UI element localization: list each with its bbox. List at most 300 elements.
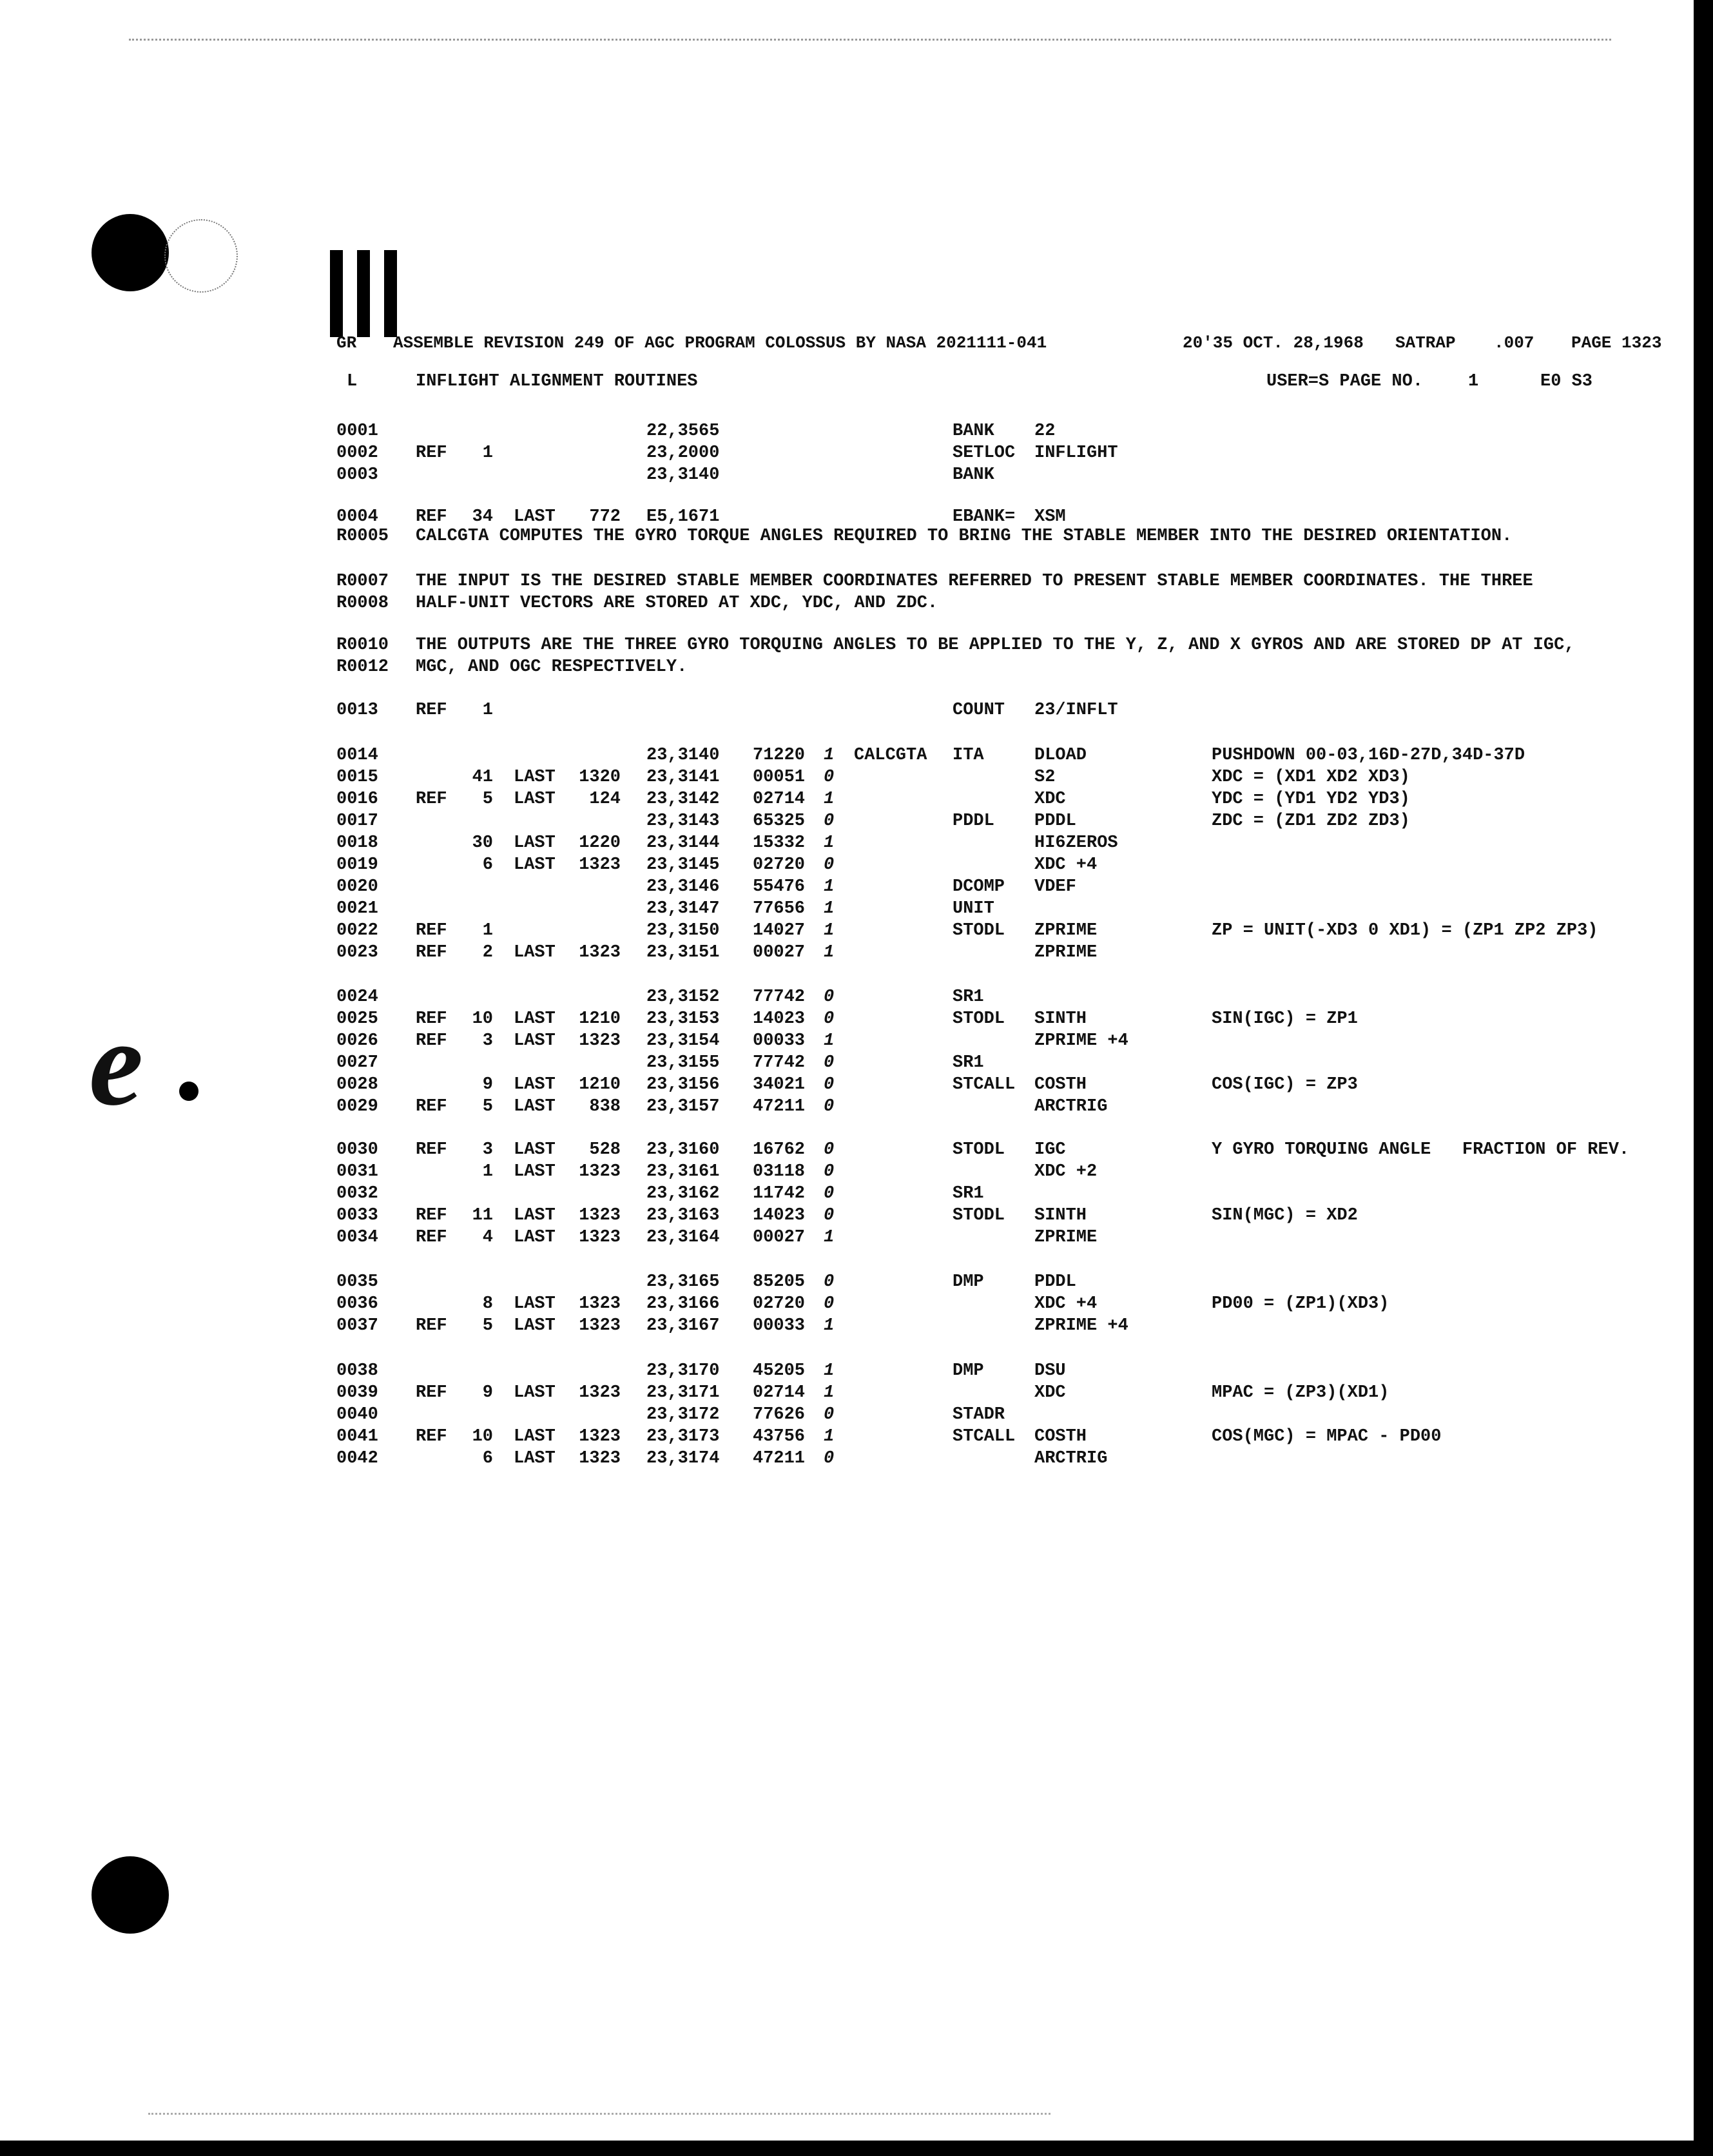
ref-marker: REF [416, 1097, 447, 1116]
octal-word: 02720 [753, 1294, 806, 1314]
operand: ZPRIME [1034, 921, 1098, 940]
ref-count: 11 [472, 1206, 493, 1225]
line-number: 0018 [336, 833, 378, 853]
line-number: 0041 [336, 1427, 378, 1446]
opcode: ITA [953, 746, 984, 765]
last-marker: LAST [514, 1316, 556, 1335]
line-number: 0040 [336, 1405, 378, 1424]
address: 23,3166 [646, 1294, 720, 1314]
ref-count: 34 [472, 507, 493, 527]
comment-seq: R0008 [336, 594, 389, 613]
address: 23,3154 [646, 1031, 720, 1051]
listing-row [0, 420, 1713, 442]
ref-marker: REF [416, 1031, 447, 1051]
operand: ZPRIME [1034, 1228, 1098, 1247]
parity-flag: 0 [824, 1272, 835, 1292]
ref-marker: REF [416, 1206, 447, 1225]
listing-row [0, 920, 1713, 942]
parity-flag: 0 [824, 855, 835, 875]
address: 23,3160 [646, 1140, 720, 1160]
listing-row [0, 1426, 1713, 1448]
ref-count: 3 [482, 1031, 493, 1051]
octal-word: 00051 [753, 768, 806, 787]
margin-mark-e: e [89, 996, 144, 1131]
last-line: 1320 [579, 768, 621, 787]
last-marker: LAST [514, 1162, 556, 1181]
line-number: 0036 [336, 1294, 378, 1314]
parity-flag: 1 [824, 790, 835, 809]
parity-flag: 1 [824, 833, 835, 853]
listing-row [0, 766, 1713, 788]
parity-flag: 1 [824, 1031, 835, 1051]
parity-flag: 0 [824, 1162, 835, 1181]
header-prefix: GR [336, 333, 357, 353]
line-comment: Y GYRO TORQUING ANGLE FRACTION OF REV. [1212, 1140, 1630, 1160]
address: 23,3157 [646, 1097, 720, 1116]
last-marker: LAST [514, 1294, 556, 1314]
line-number: 0034 [336, 1228, 378, 1247]
listing-row [0, 442, 1713, 464]
operand: S2 [1034, 768, 1056, 787]
line-number: 0028 [336, 1075, 378, 1094]
parity-flag: 0 [824, 987, 835, 1007]
operand: SINTH [1034, 1009, 1087, 1029]
listing-row [0, 1052, 1713, 1074]
address: 23,3162 [646, 1184, 720, 1203]
subheader-page-no: 1 [1468, 372, 1479, 391]
address: 23,3146 [646, 877, 720, 897]
octal-word: 00027 [753, 1228, 806, 1247]
octal-word: 02720 [753, 855, 806, 875]
operand: XDC +4 [1034, 855, 1098, 875]
octal-word: 55476 [753, 877, 806, 897]
opcode: STCALL [953, 1427, 1016, 1446]
address: 23,3174 [646, 1449, 720, 1468]
comment-text: THE INPUT IS THE DESIRED STABLE MEMBER COORDINATES REFERRED TO PRESENT STABLE MEMBER COORDINATES. THE THREE [416, 572, 1533, 591]
operand: COSTH [1034, 1075, 1087, 1094]
parity-flag: 1 [824, 899, 835, 918]
last-line: 1323 [579, 1031, 621, 1051]
address: 23,3155 [646, 1053, 720, 1073]
ref-marker: REF [416, 443, 447, 463]
listing-row [0, 788, 1713, 810]
last-marker: LAST [514, 833, 556, 853]
last-marker: LAST [514, 943, 556, 962]
ref-count: 10 [472, 1427, 493, 1446]
ref-count: 5 [482, 1097, 493, 1116]
line-comment: COS(MGC) = MPAC - PD00 [1212, 1427, 1442, 1446]
parity-flag: 0 [824, 1206, 835, 1225]
line-number: 0032 [336, 1184, 378, 1203]
line-number: 0022 [336, 921, 378, 940]
ref-marker: REF [416, 943, 447, 962]
listing-row [0, 1161, 1713, 1183]
listing-row [0, 1227, 1713, 1248]
last-marker: LAST [514, 790, 556, 809]
last-marker: LAST [514, 1075, 556, 1094]
address: 23,3140 [646, 465, 720, 485]
listing-row [0, 876, 1713, 898]
octal-word: 47211 [753, 1449, 806, 1468]
parity-flag: 0 [824, 1009, 835, 1029]
line-number: 0042 [336, 1449, 378, 1468]
address: 23,3152 [646, 987, 720, 1007]
ref-count: 41 [472, 768, 493, 787]
line-comment: YDC = (YD1 YD2 YD3) [1212, 790, 1410, 809]
line-comment: ZDC = (ZD1 ZD2 ZD3) [1212, 811, 1410, 831]
ref-count: 10 [472, 1009, 493, 1029]
comment-text: HALF-UNIT VECTORS ARE STORED AT XDC, YDC, AND ZDC. [416, 594, 938, 613]
listing-row [0, 744, 1713, 766]
last-line: 1210 [579, 1009, 621, 1029]
ref-marker: REF [416, 790, 447, 809]
operand: XSM [1034, 507, 1066, 527]
last-line: 1323 [579, 1228, 621, 1247]
line-number: 0024 [336, 987, 378, 1007]
opcode: DMP [953, 1361, 984, 1381]
parity-flag: 0 [824, 1405, 835, 1424]
octal-word: 77656 [753, 899, 806, 918]
last-marker: LAST [514, 768, 556, 787]
line-number: 0027 [336, 1053, 378, 1073]
operand: ARCTRIG [1034, 1097, 1108, 1116]
ref-count: 4 [482, 1228, 493, 1247]
line-number: 0015 [336, 768, 378, 787]
line-number: 0003 [336, 465, 378, 485]
last-marker: LAST [514, 1140, 556, 1160]
octal-word: 45205 [753, 1361, 806, 1381]
listing-row [0, 986, 1713, 1008]
address: 23,3151 [646, 943, 720, 962]
ref-count: 3 [482, 1140, 493, 1160]
line-number: 0030 [336, 1140, 378, 1160]
last-line: 1323 [579, 1383, 621, 1403]
operand: INFLIGHT [1034, 443, 1118, 463]
opcode: STCALL [953, 1075, 1016, 1094]
last-line: 1323 [579, 855, 621, 875]
parity-flag: 0 [824, 1053, 835, 1073]
address: 23,3150 [646, 921, 720, 940]
comment-seq: R0010 [336, 636, 389, 655]
opcode: EBANK= [953, 507, 1016, 527]
listing-row [0, 1448, 1713, 1470]
operand: ARCTRIG [1034, 1449, 1108, 1468]
operand: ZPRIME +4 [1034, 1031, 1128, 1051]
ref-count: 5 [482, 1316, 493, 1335]
ref-count: 1 [482, 1162, 493, 1181]
listing-row [0, 898, 1713, 920]
last-line: 1323 [579, 943, 621, 962]
parity-flag: 0 [824, 1294, 835, 1314]
parity-flag: 1 [824, 1361, 835, 1381]
last-marker: LAST [514, 1449, 556, 1468]
address: 22,3565 [646, 422, 720, 441]
ref-count: 6 [482, 855, 493, 875]
address: 23,3171 [646, 1383, 720, 1403]
address: 23,3156 [646, 1075, 720, 1094]
subheader-title: INFLIGHT ALIGNMENT ROUTINES [416, 372, 698, 391]
listing-row [0, 1205, 1713, 1227]
line-number: 0013 [336, 701, 378, 720]
address: 23,3163 [646, 1206, 720, 1225]
address: E5,1671 [646, 507, 720, 527]
comment-seq: R0012 [336, 657, 389, 677]
address: 23,3147 [646, 899, 720, 918]
line-number: 0021 [336, 899, 378, 918]
line-number: 0001 [336, 422, 378, 441]
opcode: STODL [953, 1140, 1005, 1160]
last-line: 528 [589, 1140, 621, 1160]
operand: ZPRIME [1034, 943, 1098, 962]
opcode: DMP [953, 1272, 984, 1292]
listing-row [0, 1139, 1713, 1161]
opcode: DCOMP [953, 877, 1005, 897]
octal-word: 02714 [753, 790, 806, 809]
last-marker: LAST [514, 855, 556, 875]
operand: ZPRIME +4 [1034, 1316, 1128, 1335]
listing-row [0, 506, 1713, 528]
comment-text: CALCGTA COMPUTES THE GYRO TORQUE ANGLES REQUIRED TO BRING THE STABLE MEMBER INTO THE DESIRED ORIENTATION. [416, 527, 1513, 546]
address: 23,3165 [646, 1272, 720, 1292]
header-timestamp: 20'35 OCT. 28,1968 [1183, 333, 1364, 353]
line-number: 0014 [336, 746, 378, 765]
ref-count: 9 [482, 1383, 493, 1403]
opcode: UNIT [953, 899, 994, 918]
octal-word: 77742 [753, 987, 806, 1007]
line-number: 0004 [336, 507, 378, 527]
scan-noise-bottom [148, 2113, 1050, 2115]
ref-marker: REF [416, 1140, 447, 1160]
operand: PDDL [1034, 1272, 1076, 1292]
octal-word: 85205 [753, 1272, 806, 1292]
ref-count: 9 [482, 1075, 493, 1094]
line-number: 0035 [336, 1272, 378, 1292]
last-line: 1210 [579, 1075, 621, 1094]
line-number: 0037 [336, 1316, 378, 1335]
opcode: SR1 [953, 1053, 984, 1073]
line-comment: XDC = (XD1 XD2 XD3) [1212, 768, 1410, 787]
ref-marker: REF [416, 1228, 447, 1247]
octal-word: 47211 [753, 1097, 806, 1116]
last-line: 838 [589, 1097, 621, 1116]
octal-word: 14023 [753, 1206, 806, 1225]
line-number: 0025 [336, 1009, 378, 1029]
listing-row [0, 1096, 1713, 1118]
line-number: 0038 [336, 1361, 378, 1381]
parity-flag: 0 [824, 1449, 835, 1468]
ref-marker: REF [416, 921, 447, 940]
header-user: SATRAP [1395, 333, 1456, 353]
parity-flag: 1 [824, 921, 835, 940]
last-marker: LAST [514, 507, 556, 527]
opcode: STODL [953, 1009, 1005, 1029]
parity-flag: 0 [824, 1184, 835, 1203]
listing-row [0, 1030, 1713, 1052]
operand: XDC [1034, 790, 1066, 809]
octal-word: 11742 [753, 1184, 806, 1203]
scan-noise-top [129, 39, 1611, 41]
scan-edge-bottom [0, 2141, 1713, 2156]
address: 23,3173 [646, 1427, 720, 1446]
opcode: BANK [953, 465, 994, 485]
last-line: 1323 [579, 1294, 621, 1314]
last-line: 1323 [579, 1449, 621, 1468]
line-comment: SIN(MGC) = XD2 [1212, 1206, 1358, 1225]
address: 23,3140 [646, 746, 720, 765]
subheader-user-page: USER=S PAGE NO. [1266, 372, 1424, 391]
header-code: .007 [1494, 333, 1534, 353]
last-marker: LAST [514, 1097, 556, 1116]
line-number: 0023 [336, 943, 378, 962]
address: 23,3164 [646, 1228, 720, 1247]
opcode: BANK [953, 422, 994, 441]
octal-word: 00033 [753, 1316, 806, 1335]
listing-row [0, 1315, 1713, 1337]
operand: XDC [1034, 1383, 1066, 1403]
operand: 23/INFLT [1034, 701, 1118, 720]
line-comment: COS(IGC) = ZP3 [1212, 1075, 1358, 1094]
line-number: 0016 [336, 790, 378, 809]
line-number: 0033 [336, 1206, 378, 1225]
octal-word: 71220 [753, 746, 806, 765]
line-number: 0002 [336, 443, 378, 463]
parity-flag: 0 [824, 811, 835, 831]
operand: SINTH [1034, 1206, 1087, 1225]
last-marker: LAST [514, 1009, 556, 1029]
last-marker: LAST [514, 1206, 556, 1225]
ref-marker: REF [416, 1009, 447, 1029]
address: 23,3144 [646, 833, 720, 853]
ref-count: 1 [482, 701, 493, 720]
operand: PDDL [1034, 811, 1076, 831]
address: 23,3145 [646, 855, 720, 875]
listing-row [0, 942, 1713, 964]
last-line: 1220 [579, 833, 621, 853]
address: 23,3161 [646, 1162, 720, 1181]
ref-marker: REF [416, 701, 447, 720]
line-number: 0020 [336, 877, 378, 897]
last-line: 772 [589, 507, 621, 527]
listing-row [0, 1382, 1713, 1404]
listing-row [0, 810, 1713, 832]
punch-hole-bottom [92, 1856, 169, 1934]
binder-bars-mark [330, 250, 407, 337]
ref-count: 6 [482, 1449, 493, 1468]
ref-count: 8 [482, 1294, 493, 1314]
line-number: 0017 [336, 811, 378, 831]
operand: VDEF [1034, 877, 1076, 897]
operand: XDC +4 [1034, 1294, 1098, 1314]
listing-row [0, 464, 1713, 486]
line-comment: ZP = UNIT(-XD3 0 XD1) = (ZP1 ZP2 ZP3) [1212, 921, 1598, 940]
address: 23,3172 [646, 1405, 720, 1424]
address: 23,3141 [646, 768, 720, 787]
ref-marker: REF [416, 1383, 447, 1403]
operand: IGC [1034, 1140, 1066, 1160]
last-line: 124 [589, 790, 621, 809]
opcode: STODL [953, 1206, 1005, 1225]
subheader-right: E0 S3 [1540, 372, 1593, 391]
line-comment: MPAC = (ZP3)(XD1) [1212, 1383, 1389, 1403]
last-line: 1323 [579, 1427, 621, 1446]
address: 23,3143 [646, 811, 720, 831]
octal-word: 00033 [753, 1031, 806, 1051]
line-number: 0029 [336, 1097, 378, 1116]
operand: DLOAD [1034, 746, 1087, 765]
line-number: 0019 [336, 855, 378, 875]
octal-word: 77742 [753, 1053, 806, 1073]
punch-hole-top [92, 214, 169, 291]
parity-flag: 0 [824, 1097, 835, 1116]
operand: COSTH [1034, 1427, 1087, 1446]
last-marker: LAST [514, 1427, 556, 1446]
listing-row [0, 1183, 1713, 1205]
last-line: 1323 [579, 1162, 621, 1181]
last-line: 1323 [579, 1206, 621, 1225]
line-number: 0031 [336, 1162, 378, 1181]
comment-seq: R0007 [336, 572, 389, 591]
comment-text: MGC, AND OGC RESPECTIVELY. [416, 657, 688, 677]
parity-flag: 1 [824, 1228, 835, 1247]
octal-word: 16762 [753, 1140, 806, 1160]
octal-word: 03118 [753, 1162, 806, 1181]
parity-flag: 1 [824, 1383, 835, 1403]
line-comment: PD00 = (ZP1)(XD3) [1212, 1294, 1389, 1314]
octal-word: 02714 [753, 1383, 806, 1403]
ref-count: 30 [472, 833, 493, 853]
address: 23,3153 [646, 1009, 720, 1029]
operand: XDC +2 [1034, 1162, 1098, 1181]
opcode: COUNT [953, 701, 1005, 720]
listing-row [0, 1271, 1713, 1293]
last-line: 1323 [579, 1316, 621, 1335]
address: 23,3167 [646, 1316, 720, 1335]
octal-word: 14023 [753, 1009, 806, 1029]
punch-hole-faint [164, 219, 238, 293]
header-assemble: ASSEMBLE REVISION 249 OF AGC PROGRAM COLOSSUS BY NASA 2021111-041 [393, 333, 1047, 353]
octal-word: 43756 [753, 1427, 806, 1446]
octal-word: 65325 [753, 811, 806, 831]
listing-row [0, 1074, 1713, 1096]
operand: DSU [1034, 1361, 1066, 1381]
parity-flag: 1 [824, 1427, 835, 1446]
ref-marker: REF [416, 1316, 447, 1335]
ref-count: 2 [482, 943, 493, 962]
ref-count: 5 [482, 790, 493, 809]
subheader-left: L [347, 372, 358, 391]
ref-marker: REF [416, 1427, 447, 1446]
listing-row [0, 1008, 1713, 1030]
ref-count: 1 [482, 443, 493, 463]
line-comment: SIN(IGC) = ZP1 [1212, 1009, 1358, 1029]
listing-row [0, 854, 1713, 876]
opcode: PDDL [953, 811, 994, 831]
opcode: SR1 [953, 1184, 984, 1203]
listing-row [0, 1360, 1713, 1382]
last-marker: LAST [514, 1383, 556, 1403]
parity-flag: 1 [824, 943, 835, 962]
line-comment: PUSHDOWN 00-03,16D-27D,34D-37D [1212, 746, 1525, 765]
address: 23,3142 [646, 790, 720, 809]
line-number: 0039 [336, 1383, 378, 1403]
octal-word: 14027 [753, 921, 806, 940]
parity-flag: 1 [824, 877, 835, 897]
octal-word: 15332 [753, 833, 806, 853]
opcode: SR1 [953, 987, 984, 1007]
parity-flag: 0 [824, 1075, 835, 1094]
listing-row [0, 699, 1713, 721]
parity-flag: 1 [824, 746, 835, 765]
